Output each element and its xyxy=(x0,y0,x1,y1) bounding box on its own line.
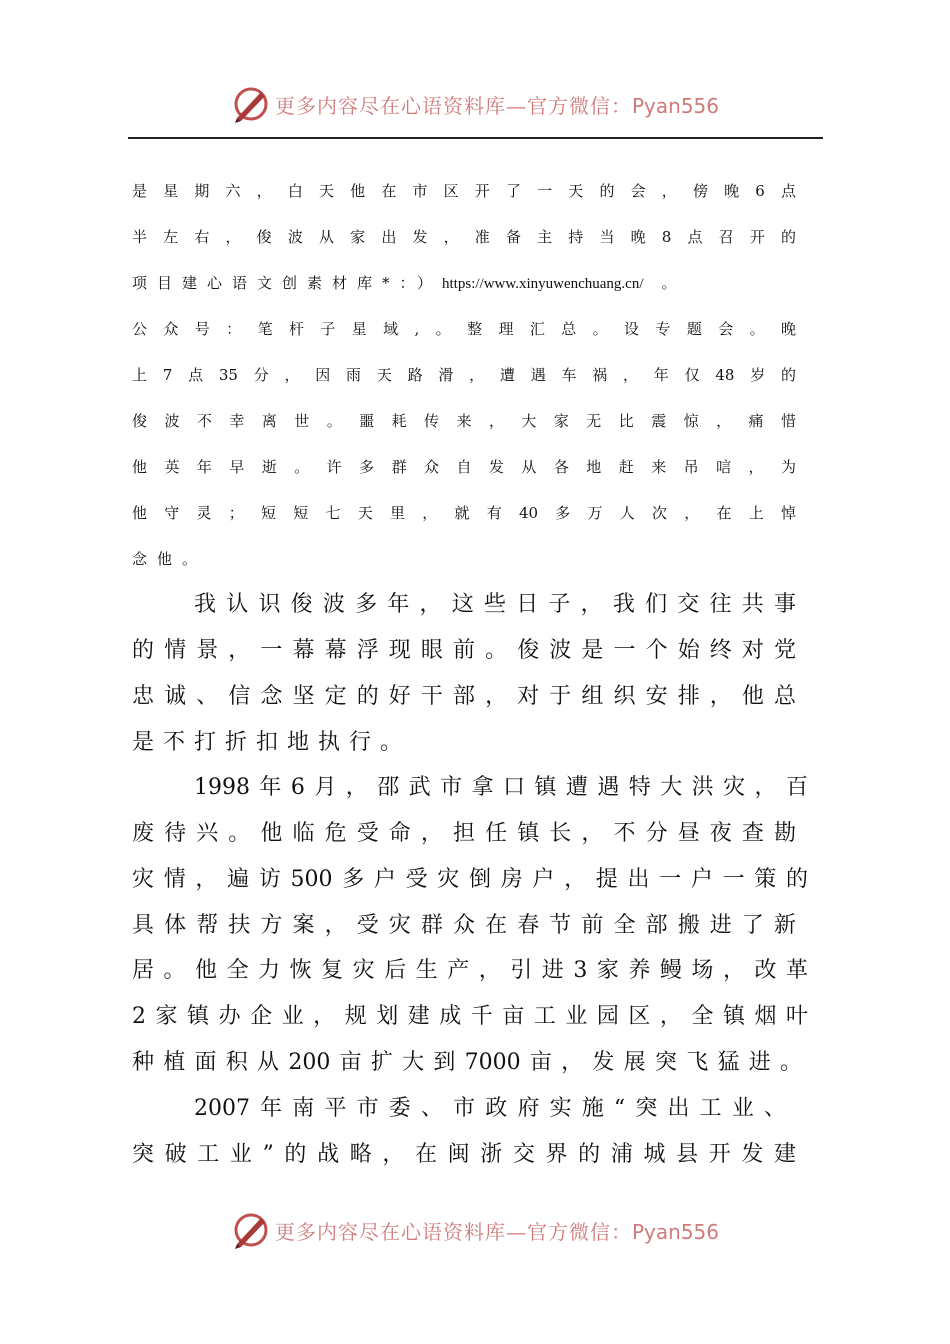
text-line: 的情景，一幕幕浮现眼前。俊波是一个始终对党 xyxy=(132,638,796,663)
header-banner-text: 更多内容尽在心语资料库—官方微信： xyxy=(274,93,632,118)
text-line: 他守灵；短短七天里，就有40多万人次，在上悼 xyxy=(132,504,796,522)
text-line: 2007年南平市委、市政府实施“突出工业、 xyxy=(194,1096,786,1121)
text-line: 是星期六，白天他在市区开了一天的会，傍晚6点 xyxy=(132,182,796,200)
text-line: 我认识俊波多年，这些日子，我们交往共事 xyxy=(194,592,796,617)
text-line: 公众号：笔杆子星域,。整理汇总。设专题会。晚 xyxy=(132,320,796,338)
text-line: 突破工业”的战略，在闽浙交界的浦城县开发建 xyxy=(132,1142,796,1167)
text-line: 1998年6月，邵武市拿口镇遭遇特大洪灾，百 xyxy=(194,775,808,800)
pen-logo-icon xyxy=(231,84,271,124)
text-line: 居。他全力恢复灾后生产，引进3家养鳗场，改革 xyxy=(132,958,808,983)
header-banner xyxy=(0,82,950,126)
footer-banner-text: 更多内容尽在心语资料库—官方微信： xyxy=(274,1219,632,1244)
url-link[interactable]: https://www.xinyuwenchuang.cn/ xyxy=(442,276,644,292)
text-line: 半左右，俊波从家出发，准备主持当晚8点召开的 xyxy=(132,228,796,246)
pen-logo-icon xyxy=(231,1210,271,1250)
text-line: 念他。 xyxy=(132,550,208,568)
footer-banner-code: Pyan556 xyxy=(631,1219,719,1244)
text-line: 俊波不幸离世。噩耗传来，大家无比震惊，痛惜 xyxy=(132,412,796,430)
text-line: 忠诚、信念坚定的好干部，对于组织安排，他总 xyxy=(132,684,796,709)
text-line: 具体帮扶方案，受灾群众在春节前全部搬进了新 xyxy=(132,913,796,938)
text-line: 项目建心语文创素材库*：） xyxy=(132,274,443,292)
header-banner-code: Pyan556 xyxy=(631,93,719,118)
url-tail: 。 xyxy=(661,274,677,292)
text-line: 种植面积从200亩扩大到7000亩，发展突飞猛进。 xyxy=(132,1050,802,1075)
text-line: 他英年早逝。许多群众自发从各地赶来吊唁，为 xyxy=(132,458,796,476)
text-line: 灾情，遍访500多户受灾倒房户，提出一户一策的 xyxy=(132,867,808,892)
header-divider xyxy=(128,137,823,139)
text-line-with-url xyxy=(132,272,796,294)
text-line: 2家镇办企业，规划建成千亩工业园区，全镇烟叶 xyxy=(132,1004,808,1029)
footer-banner xyxy=(0,1208,950,1252)
text-line: 废待兴。他临危受命，担任镇长，不分昼夜查勘 xyxy=(132,821,796,846)
text-line: 上7点35分，因雨天路滑，遭遇车祸，年仅48岁的 xyxy=(132,366,796,384)
text-line: 是不打折扣地执行。 xyxy=(132,730,412,755)
